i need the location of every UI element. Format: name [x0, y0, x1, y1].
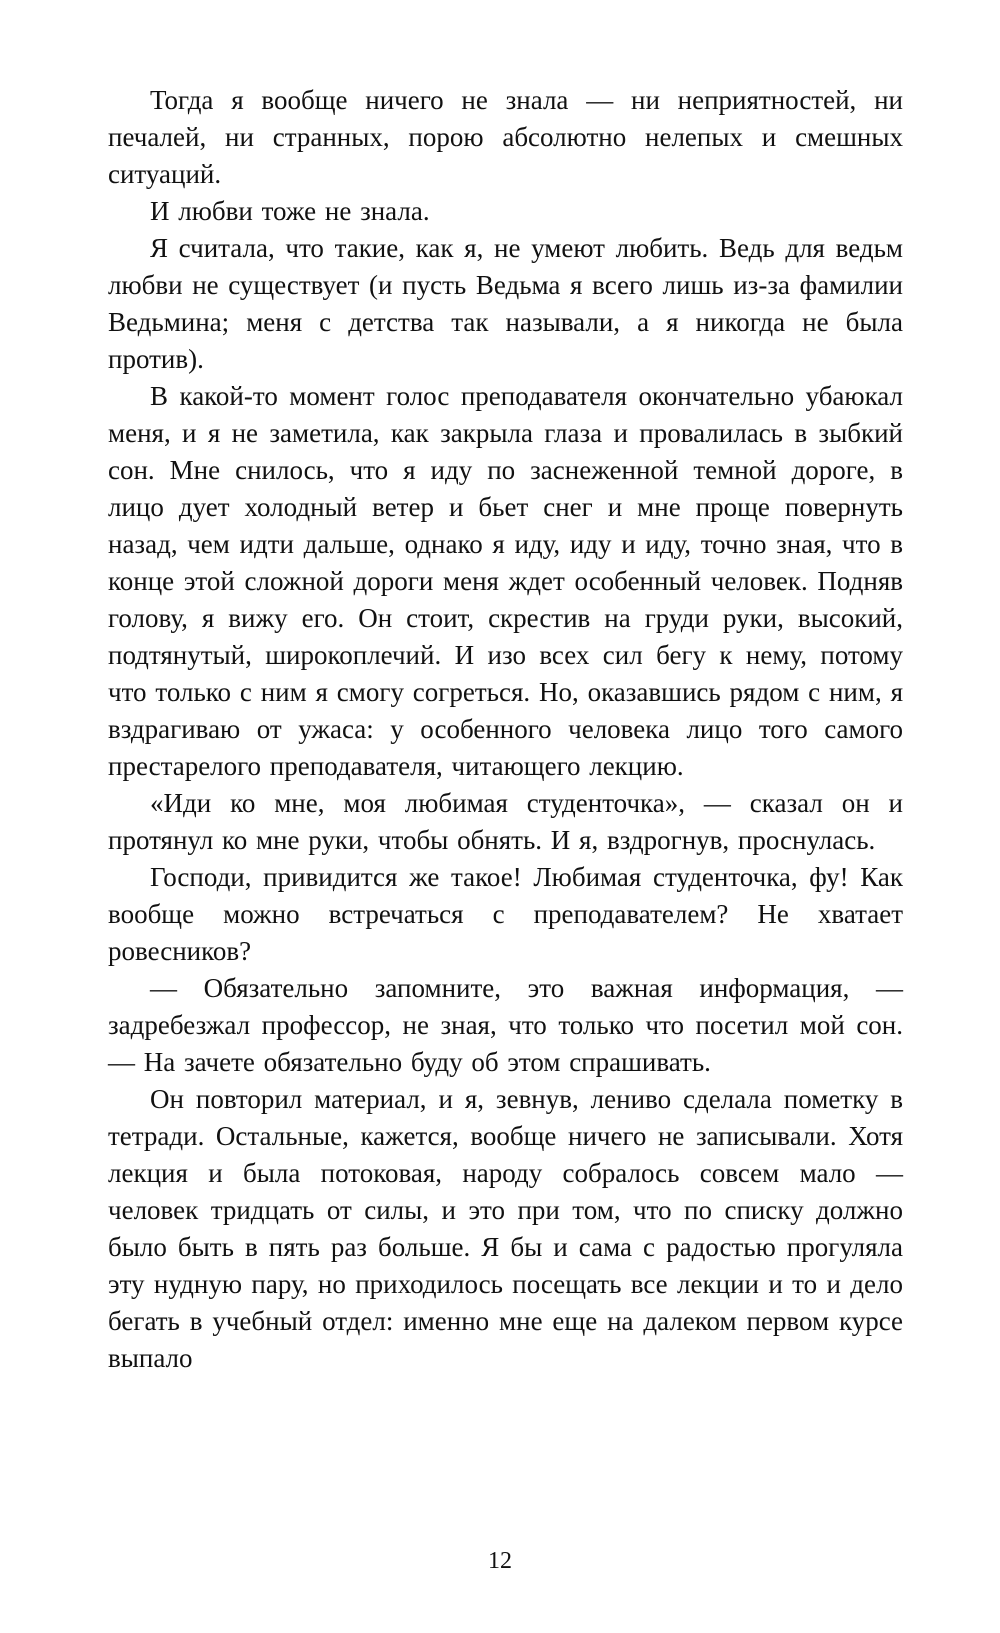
paragraph: — Обязательно запомните, это важная информация, — задребезжал профессор, не зная, что только что посетил мой сон. — На зачете обязательно буду об этом спрашивать. — [108, 973, 903, 1077]
paragraph: Он повторил материал, и я, зевнув, лениво сделала пометку в тетради. Остальные, кажется, вообще ничего не записывали. Хотя лекция и была потоковая, народу собралось совсем мало — человек тридцать от силы, и это при том, что по списку должно было быть в пять раз больше. Я бы и сама с радостью прогуляла эту нудную пару, но приходилось посещать все лекции и то и дело бегать в учебный отдел: именно мне еще на далеком первом курсе выпало — [108, 1084, 903, 1373]
paragraph: И любви тоже не знала. — [150, 196, 430, 226]
page-number: 12 — [488, 1548, 512, 1574]
paragraph: В какой-то момент голос преподавателя окончательно убаюкал меня, и я не заметила, как закрыла глаза и провалилась в зыбкий сон. Мне снилось, что я иду по заснеженной темной дороге, в лицо дует холодный ветер и бьет снег и мне проще повернуть назад, чем идти дальше, однако я иду, иду и иду, точно зная, что в конце этой сложной дороги меня ждет особенный человек. Подняв голову, я вижу его. Он стоит, скрестив на груди руки, высокий, подтянутый, широкоплечий. И изо всех сил бегу к нему, потому что только с ним я смогу согреться. Но, оказавшись рядом с ним, я вздрагиваю от ужаса: у особенного человека лицо того самого престарелого преподавателя, читающего лекцию. — [108, 381, 903, 781]
paragraph: «Иди ко мне, моя любимая студенточка», — сказал он и протянул ко мне руки, чтобы обнять. И я, вздрогнув, проснулась. — [108, 788, 903, 855]
paragraph: Господи, привидится же такое! Любимая студенточка, фу! Как вообще можно встречаться с преподавателем? Не хватает ровесников? — [108, 862, 903, 966]
paragraph: Тогда я вообще ничего не знала — ни неприятностей, ни печалей, ни странных, порою абсолютно нелепых и смешных ситуаций. — [108, 85, 903, 189]
page-text — [108, 82, 903, 1377]
paragraph: Я считала, что такие, как я, не умеют любить. Ведь для ведьм любви не существует (и пусть Ведьма я всего лишь из-за фамилии Ведьмина; меня с детства так называли, а я никогда не была против). — [108, 233, 903, 374]
